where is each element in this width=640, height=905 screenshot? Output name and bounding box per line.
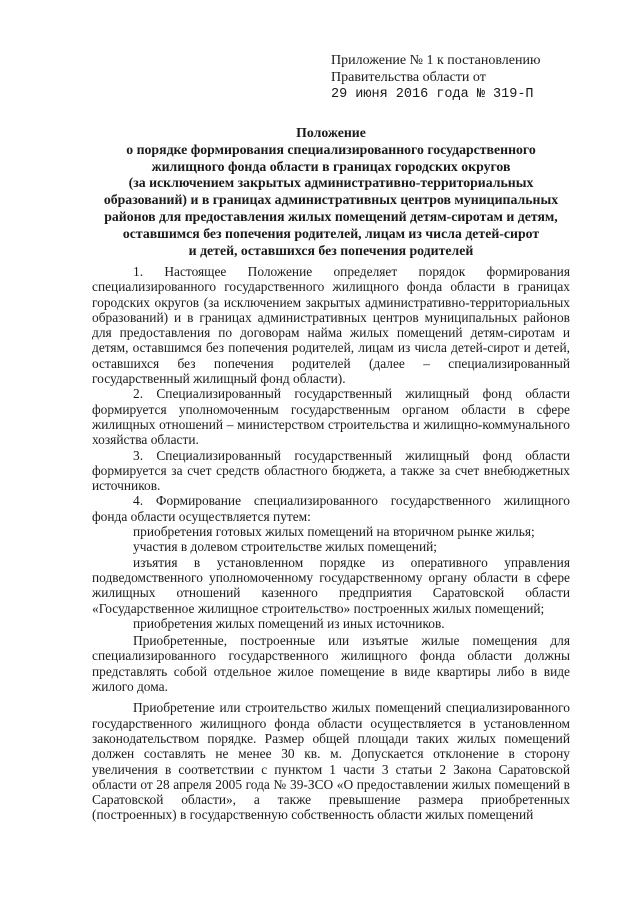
- title-line-5: образований) и в границах административных центров муниципальных: [103, 192, 559, 208]
- title-line-3: жилищного фонда области в границах городских округов: [151, 158, 511, 174]
- annex-line-1: Приложение № 1 к постановлению: [331, 53, 541, 68]
- paragraph-requirements: Приобретенные, построенные или изъятые жилые помещения для специализированного государственного жилищного фонда области должны представлять собой отдельное жилое помещение в виде квартиры либо в виде жилого дома.: [92, 633, 570, 695]
- annex-line-3: 29 июня 2016 года № 319-П: [331, 87, 534, 102]
- paragraph-4: 4. Формирование специализированного государственного жилищного фонда области осуществляется путем:: [92, 493, 570, 524]
- list-item-withdrawal: изъятия в установленном порядке из оперативного управления подведомственного уполномоченному государственному органу области в сфере жилищных отношений казенного предприятия Саратовской области «Государственное жилищное строительство» построенных жилых помещений;: [92, 554, 570, 616]
- annex-line-2: Правительства области от: [331, 70, 486, 85]
- list-item-other-sources: приобретения жилых помещений из иных источников.: [133, 615, 445, 631]
- paragraph-3: 3. Специализированный государственный жилищный фонд области формируется за счет средств областного бюджета, а также за счет внебюджетных источников.: [92, 447, 570, 494]
- paragraph-area: Приобретение или строительство жилых помещений специализированного государственного жилищного фонда области осуществляется в установленном законодательством порядке. Размер общей площади таких жилых помещений должен составлять не менее 30 кв. м. Допускается отклонение в сторону увеличения в соответствии с пунктом 1 части 3 статьи 2 Закона Саратовской области от 28 апреля 2005 года № 39-ЗСО «О предоставлении жилых помещений в Саратовской области», а также превышение размера приобретенных (построенных) в государственную собственность области жилых помещений: [92, 700, 570, 823]
- paragraph-2: 2. Специализированный государственный жилищный фонд области формируется уполномоченным государственным органом области в сфере жилищных отношений – министерством строительства и жилищно-коммунального хозяйства области.: [92, 386, 570, 448]
- paragraph-1: 1. Настоящее Положение определяет порядок формирования специализированного государственного жилищного фонда области в границах городских округов (за исключением закрытых административно-территориальных образований) и в границах административных центров муниципальных районов для предоставления по договорам найма жилых помещений детям-сиротам и детям, оставшимся без попечения родителей, лицам из числа детей-сирот и детей, оставшихся без попечения родителей (далее – специализированный государственный жилищный фонд области).: [92, 264, 570, 387]
- document-title: [92, 125, 570, 259]
- title-line-8: и детей, оставшихся без попечения родителей: [188, 242, 474, 258]
- list-item-shared-construction: участия в долевом строительстве жилых помещений;: [133, 539, 438, 555]
- title-line-7: оставшимся без попечения родителей, лицам из числа детей-сирот: [122, 225, 540, 241]
- title-line-6: районов для предоставления жилых помещений детям-сиротам и детям,: [104, 208, 558, 224]
- title-line-1: Положение: [296, 125, 366, 140]
- list-item-secondary-market: приобретения готовых жилых помещений на вторичном рынке жилья;: [133, 524, 535, 540]
- document-body: [92, 264, 570, 823]
- annex-header: [331, 52, 540, 103]
- title-line-4: (за исключением закрытых административно-территориальных: [128, 175, 534, 191]
- title-line-2: о порядке формирования специализированного государственного: [126, 141, 536, 157]
